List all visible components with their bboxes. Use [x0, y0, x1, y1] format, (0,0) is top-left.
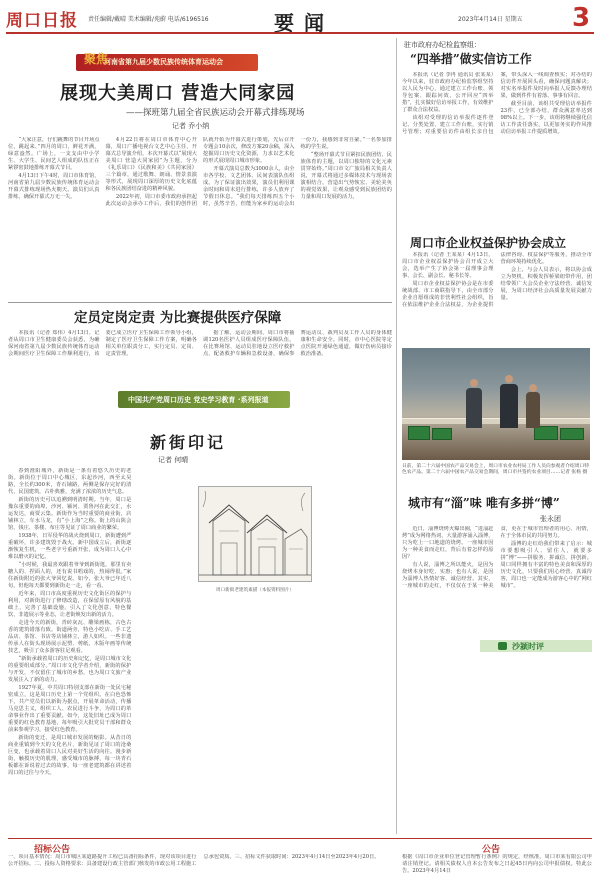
public-notice-body: 根据《周口市企业单位登记管理暂行条例》的规定，经核准，周口市某有限公司申请注销登记。请相关债权人自本公告发布之日起45日内向公司申报债权。特此公告。2023年4月14日 [402, 854, 592, 874]
feature-headline: 新街印记 [150, 433, 227, 452]
produce-box [432, 428, 452, 440]
lead-banner-mark: 聚焦 [84, 52, 109, 66]
notice-divider [8, 838, 592, 839]
city-paragraph: 淄博的走红给我们带来了启示：城市要想吸引人、留住人，就要多拼“博”——拼服务、拼诚信、拼创新。周口同样拥有丰富的特色美食和深厚的历史文化，只要我们用心经营、真诚待客，周口也一定能成为游客心中的“网红城市”。 [500, 541, 592, 589]
feature-banner [118, 391, 290, 408]
feature-paragraph: 1927年夏，中共周口特别支部在新街一处民宅秘密成立，这是周口历史上第一个党组织。在白色恐怖下，共产党员们以新街为据点，开展革命活动，传播马克思主义，组织工人、农民进行斗争，为周口的革命事业作出了重要贡献。如今，这处旧址已成为周口重要的红色教育基地，每年吸引大批党员干部和群众前来参观学习，接受红色教育。 [8, 685, 132, 733]
lead-paragraph: 2022年初，周口市委市政府承担起此次运动会承办工作后，我们的创作团队就开始为开幕式进行策划，先后召开专题会10余次，修改方案20余稿，深入挖掘周口历史文化资源，力求以艺术化的形式展现周口城市形象。 [105, 137, 295, 207]
feature-paragraph: 走进今天的新街，青砖灰瓦、雕梁画栋，古色古香的建筑错落有致。街道两旁，特色小吃店、手工艺品店、茶馆、书店等店铺林立，游人如织。一些非遗传承人在街头现场展示泥塑、剪纸、木版年画等传统技艺，吸引了众多游客驻足观看。 [8, 620, 132, 654]
column-brand-strip [480, 640, 592, 652]
supervision-paragraph: 该组对受理的信访举报件逐件登记、分类处置，建立工作台账，实行销号管理；对重要信访件由组长亲自包案，带头深入一线调查核实；对办结的信访件开展回头看，确保问题真解决；对实名举报件及时向举报人反馈办理结果，做到件件有着落、事事有回音。 [402, 72, 592, 135]
person-figure [500, 384, 518, 428]
person-head [529, 384, 537, 392]
photo-counter [402, 418, 590, 424]
section-title: 要闻 [274, 11, 334, 35]
enterprise-paragraph: 周口市企业权益保护协会是在市委统战部、市工商联指导下，由全市部分企业自愿组成的非营利性社会组织，旨在依法维护企业合法权益，为企业提供法律咨询、权益保护等服务，推动全市营商环境持续优化。 [402, 252, 592, 308]
person-figure [466, 388, 482, 428]
medical-paragraph: 据了解，运动会期间，周口市将抽调120名医护人员组成医疗保障队伍，在比赛场馆、运动员驻地设立医疗救护点，配备救护车辆和急救设备，确保参赛运动员、裁判员及工作人员的身体健康和生命安全。同时，市中心医院等定点医院开通绿色通道，做好伤病员接诊救治准备。 [203, 330, 392, 357]
feature-banner-text: 中国共产党周口历史 党史学习教育 ·系列报道 [128, 396, 269, 404]
lead-headline: 展现大美周口 营造大同家园 [60, 83, 296, 104]
supervision-kicker: 驻市政府办纪检监察组： [404, 41, 481, 49]
lead-paragraph: “整场开幕式节目紧扣民族团结、民族体育的主题，以周口独特的文化元素贯穿始终。”周口市文广旅局相关负责人说，开幕式将通过多媒体技术与现场表演相结合，营造出气势恢宏、美轮美奂的视觉效果，让观众感受到民族团结的力量和周口发展的活力。 [300, 152, 392, 200]
medical-body [8, 330, 392, 378]
produce-box [408, 426, 430, 440]
person-head [505, 375, 513, 383]
enterprise-paragraph: 本报讯（记者 王某某）4月13日，周口市企业权益保护协会召开成立大会，选举产生了协会第一届理事会理事、会长、副会长、秘书长等。 [402, 252, 494, 279]
enterprise-body [402, 252, 592, 342]
produce-box [560, 428, 584, 440]
person-head [470, 379, 478, 387]
lead-paragraph: 4月13日下午4时，周口市体育馆，河南省第九届少数民族传统体育运动会开幕式排练现场热火朝天。演员们认真排练，确保开幕式万无一失。 [8, 173, 100, 200]
city-paragraph: 近日，淄博烧烤火爆出圈，“进淄赶烤”成为网络热词，大量游客涌入淄博，只为吃上一口地道的烧烤。一座城市因为一种美食而走红，背后有着怎样的原因？ [402, 526, 494, 560]
feature-paragraph: 近年来，周口市高度重视历史文化街区的保护与利用，对新街进行了修缮改造，在保留原有风貌的基础上，完善了基础设施，引入了文化创意、特色餐饮、非遗展示等业态，让老街焕发出新的活力。 [8, 591, 132, 618]
city-body [402, 526, 592, 642]
section-divider [8, 302, 392, 303]
lead-banner-text: 河南省第九届少数民族传统体育运动会 [104, 58, 223, 66]
feature-paragraph: 新街的历史可以追溯到明清时期。当年，周口是豫东重要的商埠，沙河、颍河、贾鲁河在此交汇，水运发达，商贾云集。新街作为当时重要的商业街，店铺林立，车水马龙，有“小上海”之称。街上的山陕会馆、钱庄、茶楼、布庄等见证了周口商业的繁荣。 [8, 497, 132, 531]
photo-caption: 日前，第二十六届中国农产品交易会上，周口市农业农村局工作人员向参观者介绍周口特色农产品。第二十六届中国农产品交易会期间，周口市共签约农业项目……记者 张杨 摄 [402, 464, 590, 476]
city-paragraph: 有人说，淄博之所以能火，是因为烧烤本身好吃、实惠；也有人说，是因为淄博人热情好客、诚信经营。其实，一座城市的走红，不仅仅在于某一种美食，更在于城市管理者的用心、用情，在于全体市民的共同努力。 [402, 526, 592, 589]
newspaper-logo: 周口日报 [6, 11, 78, 31]
page-number: 3 [572, 3, 591, 33]
city-author: 张永团 [540, 515, 561, 523]
feature-paragraph: 春到淮阳城外，新街是一条有着悠久历史的老街。新街位于周口中心城区，东起沙河，西至太昊路，全长约300米，青石铺路，两侧是保存完好的清代、民国建筑，古朴典雅，充满了浓浓的历史气息。 [8, 468, 132, 495]
editor-info: 责任编辑/戴晴 美术编辑/苑蔚 电话/6196516 [88, 16, 209, 23]
feature-paragraph: “新街承载着周口的历史和记忆，是周口城市文化的重要组成部分。”周口市文化学者介绍，新街的保护与开发，不仅留住了城市的乡愁，也为周口文旅产业发展注入了新的动力。 [8, 656, 132, 683]
news-photo [402, 348, 590, 460]
enterprise-paragraph: 会上，与会人员表示，将以协会成立为契机，积极发挥桥梁纽带作用，团结带领广大会员企业守法经营、诚信发展，为周口经济社会高质量发展贡献力量。 [500, 267, 592, 301]
lead-byline: 记者 乔小纳 [172, 122, 210, 130]
enterprise-headline: 周口市企业权益保护协会成立 [410, 236, 567, 250]
street-sketch-illustration [198, 486, 312, 582]
sketch-caption: 周口新街老建筑素描（本报资料图片） [215, 588, 295, 593]
medical-headline: 定员定岗定责 为比赛提供医疗保障 [74, 310, 282, 326]
brand-icon [498, 642, 507, 650]
produce-box [534, 426, 558, 440]
person-figure [526, 392, 540, 428]
issue-date: 2023年4月14日 星期五 [458, 16, 523, 23]
public-notice-title: 公告 [482, 845, 501, 855]
supervision-headline: “四举措”做实信访工作 [410, 52, 532, 66]
feature-paragraph: 1938年，日军侵华的战火烧到周口，新街遭到严重破坏，许多建筑毁于战火。新中国成立后，新街逐渐恢复生机，一些老字号重新开张，成为周口人心中难以磨灭的记忆。 [8, 533, 132, 560]
column-brand-label: 沙颍时评 [512, 642, 544, 651]
lead-paragraph: 开幕式演员总数为3000余人，由全市各学校、文艺团体、民间表演队伍组成。为了保证演出效果，演员们利用课余时间和周末进行排练，许多人放弃了节假日休息。“我们每天排练四五个小时，虽然辛苦，但能为家乡的运动会出一份力，我感到非常自豪。”一名参加排练的学生说。 [203, 137, 392, 207]
lead-body [8, 137, 392, 295]
feature-paragraph: 新街的变迁，是周口城市发展的缩影。从昔日的商业重镇到今天的文化名片，新街见证了周口的沧桑巨变，也承载着周口人民对美好生活的向往。漫步新街，触摸历史的肌理，感受城市的脉搏，每一块青石板都在诉说着过去的故事，每一座老建筑都在讲述着周口的过往与今天。 [8, 735, 132, 776]
lead-paragraph: 4月22日将在周口市体育中心开幕，周口广播电视台文艺中心主任、开幕式总导演介绍，本次开幕式以“展现大美周口 营造大同家园”为主题，分为《礼乐周口》《民族和美》《共同家园》三个篇章，通过歌舞、朗诵、情景表演等形式，展现周口深厚的历史文化底蕴和各民族团结奋进的精神风貌。 [105, 137, 197, 192]
medical-paragraph: 本报讯（记者 郑伟）4月13日，记者从周口市卫生健康委员会获悉，为确保河南省第九届少数民族传统体育运动会期间医疗卫生保障工作顺利进行，该委已成立医疗卫生保障工作领导小组，制定了医疗卫生保障工作方案，明确各相关单位职责分工，实行定员、定岗、定责管理。 [8, 330, 197, 357]
column-divider [396, 38, 397, 834]
supervision-paragraph: 本报讯（记者 李冉 通讯员 张某某）今年以来，驻市政府办纪检监察组坚持以人民为中心，通过建立工作台账、领导包案、跟踪问效、公开回应“四举措”，扎实做好信访举报工作，有效维护了群众合法权益。 [402, 72, 494, 113]
feature-paragraph: “小时候，我最喜欢跟着爷爷到新街逛，那里有卖糖人的、捏面人的，还有说书唱戏的，热闹得很。”家住新街附近的张大爷回忆说。如今，张大爷已年近八旬，但他每天都要到新街走一走，看一看。 [8, 562, 132, 589]
feature-byline: 记者 何晴 [158, 456, 189, 464]
masthead [6, 4, 594, 34]
supervision-body [402, 72, 592, 230]
street-sketch-drawing [199, 487, 311, 581]
lead-paragraph: “大家注意，仔们跳舞的节目开场点位，跳起来、”四月的周口，鲜花开满，绿意盎然。广场上，一支支由中小学生、大学生、民间艺人组成的队伍正在紧锣密鼓地排练开幕式节目。 [8, 137, 100, 171]
supervision-paragraph: 截至目前，该组共受理信访举报件23件，已全部办结，群众满意率达到98%以上。下一步，该组将继续强化信访工作责任落实，以更加务实的作风推动信访举报工作提质增效。 [500, 101, 592, 135]
lead-subtitle: ——探班第九届全省民族运动会开幕式排练现场 [126, 108, 305, 118]
city-headline: 城市有“淄”味 唯有多拼“博” [408, 496, 560, 510]
tender-notice-body: 一、项目基本情况：周口市城区某道路提升工程已具备招标条件，现对该项目进行公开招标。二、投标人资格要求：具备建设行政主管部门核发的市政公用工程施工总承包资质。三、招标文件获取时间：2023年4月14日至2023年4月20日。 [8, 854, 380, 867]
tender-notice-title: 招标公告 [34, 845, 71, 855]
